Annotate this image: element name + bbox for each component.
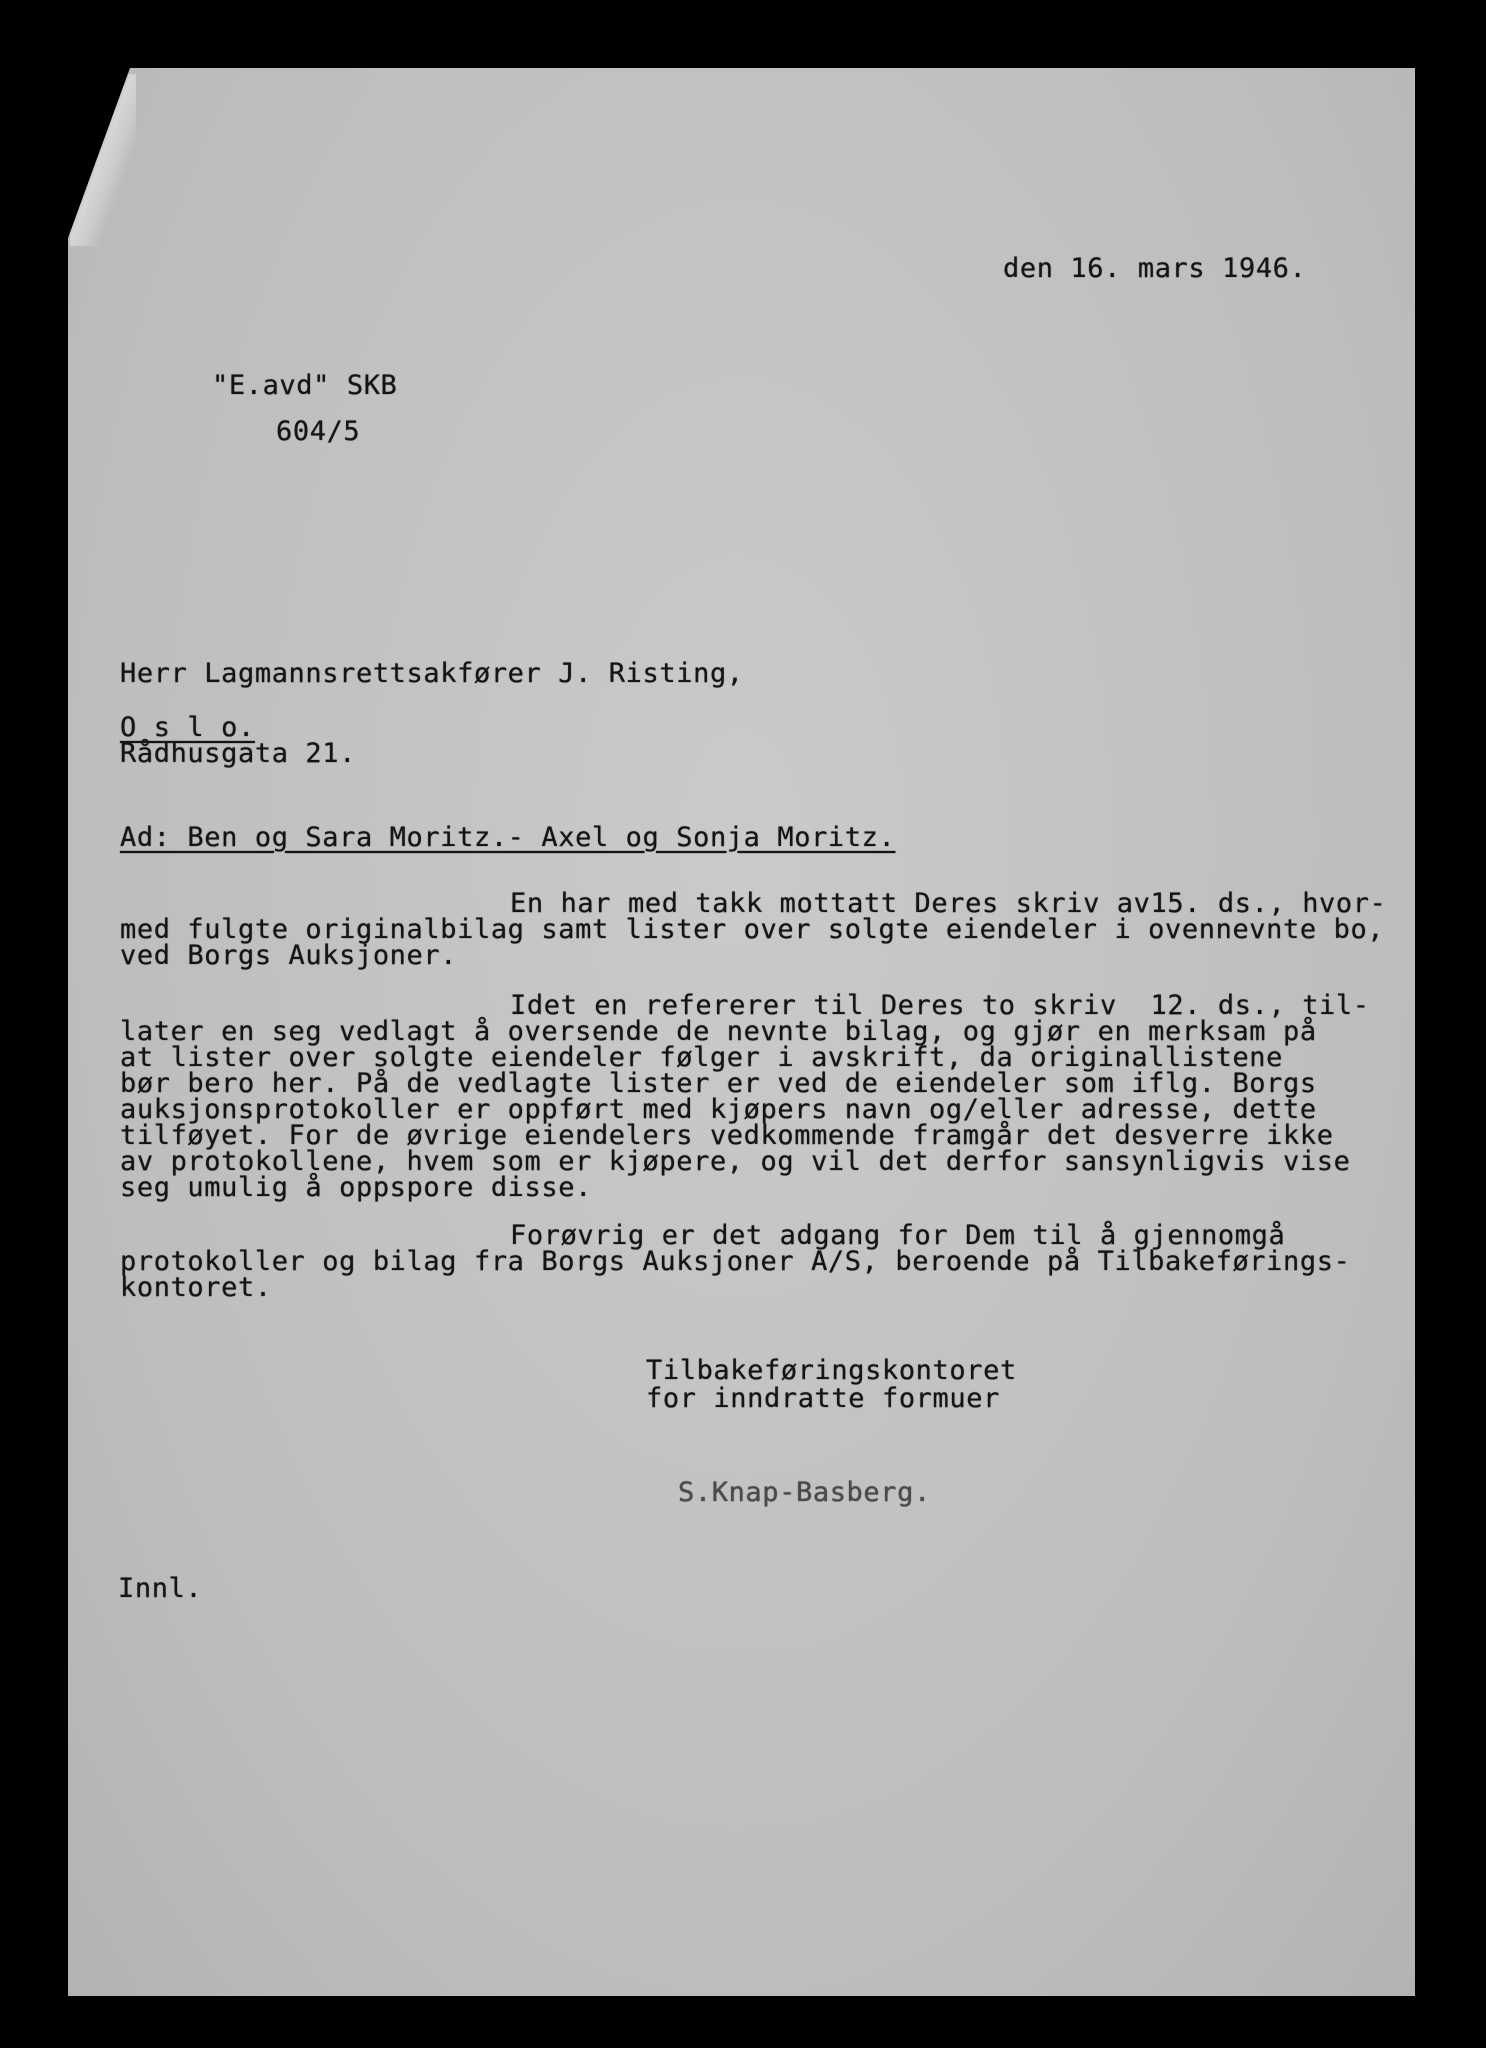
paragraph1-line2: med fulgte originalbilag samt lister over solgte eiendeler i ovennevnte bo, — [120, 914, 1385, 945]
paragraph2-line6: tilføyet. For de øvrige eiendelers vedkommende framgår det desverre ikke — [120, 1120, 1334, 1151]
paragraph2-line4: bør bero her. På de vedlagte lister er ved de eiendeler som iflg. Borgs — [120, 1068, 1317, 1099]
recipient-city: O s l o. — [120, 712, 255, 743]
recipient-name: Herr Lagmannsrettsakfører J. Risting, — [120, 658, 744, 689]
sender-office-line1: Tilbakeføringskontoret — [646, 1355, 1017, 1386]
paragraph1-line3: ved Borgs Auksjoner. — [120, 940, 458, 971]
paragraph1-line1: En har med takk mottatt Deres skriv av15. ds., hvor- — [510, 888, 1387, 919]
subject-line: Ad: Ben og Sara Moritz.- Axel og Sonja Moritz. — [120, 822, 896, 853]
paragraph2-line3: at lister over solgte eiendeler følger i avskrift, da originallistene — [120, 1042, 1284, 1073]
reference-number: 604/5 — [276, 416, 361, 447]
paragraph3-line1: Forøvrig er det adgang for Dem til å gjennomgå — [510, 1220, 1286, 1251]
recipient-street: Rådhusgata 21. — [120, 738, 356, 769]
reference-department: "E.avd" SKB — [212, 370, 398, 401]
paragraph2-line7: av protokollene, hvem som er kjøpere, og vil det derfor sansynligvis vise — [120, 1146, 1351, 1177]
folded-corner — [68, 68, 130, 238]
paragraph2-line2: later en seg vedlagt å oversende de nevnte bilag, og gjør en merksam på — [120, 1016, 1317, 1047]
sender-office-line2: for inndratte formuer — [646, 1383, 1000, 1414]
paragraph2-line1: Idet en refererer til Deres to skriv 12. ds., til- — [510, 990, 1370, 1021]
signature-name: S.Knap-Basberg. — [678, 1477, 931, 1508]
paragraph2-line8: seg umulig å oppspore disse. — [120, 1172, 592, 1203]
enclosure-note: Innl. — [118, 1573, 203, 1604]
letter-date: den 16. mars 1946. — [1003, 253, 1307, 284]
paragraph3-line3: kontoret. — [120, 1272, 272, 1303]
paragraph3-line2: protokoller og bilag fra Borgs Auksjoner A/S, beroende på Tilbakeførings- — [120, 1246, 1351, 1277]
paragraph2-line5: auksjonsprotokoller er oppført med kjøpers navn og/eller adresse, dette — [120, 1094, 1317, 1125]
